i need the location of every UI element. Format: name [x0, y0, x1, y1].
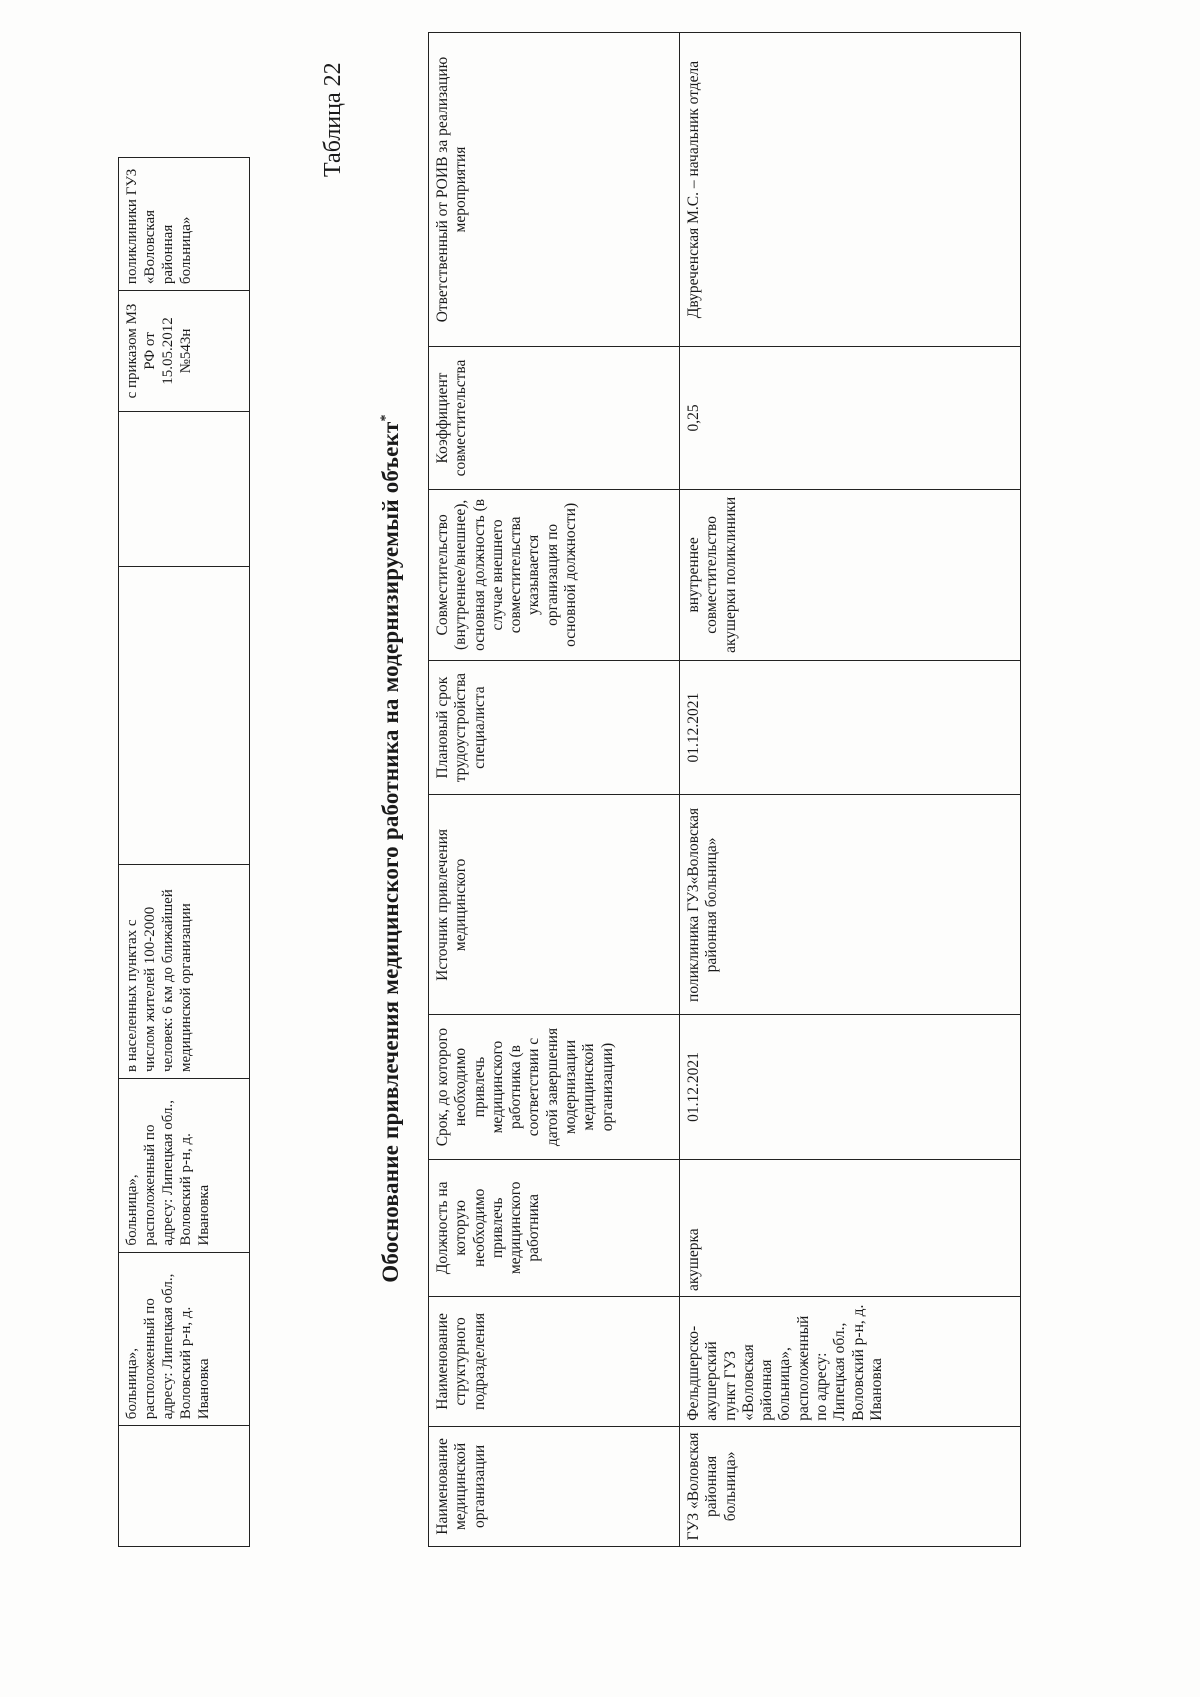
table-caption: Таблица 22: [320, 62, 346, 177]
table-cell: больница», расположенный по адресу: Липецкая обл., Воловский р-н, д. Ивановка: [119, 1252, 250, 1426]
continuation-table: [118, 157, 250, 1547]
table-cell: внутреннее совместительство акушерки поликлиники: [680, 489, 1021, 660]
column-header: Плановый срок трудоустройства специалиста: [429, 660, 680, 794]
main-table: [428, 32, 1021, 1547]
table-cell: [119, 567, 250, 864]
column-header: Ответственный от РОИВ за реализацию мероприятия: [429, 33, 680, 347]
column-header: Наименование структурного подразделения: [429, 1297, 680, 1427]
table-cell: Двуреченская М.С. – начальник отдела: [680, 33, 1021, 347]
table-header-row: [429, 33, 680, 1547]
table-cell: 01.12.2021: [680, 1015, 1021, 1159]
table-cell: поликлиники ГУЗ «Воловская районная больница»: [119, 158, 250, 291]
table-cell: с приказом МЗ РФ от 15.05.2012 №543н: [119, 291, 250, 412]
column-header: Коэффициент совместительства: [429, 347, 680, 490]
table-cell: больница», расположенный по адресу: Липецкая обл., Воловский р-н, д. Ивановка: [119, 1078, 250, 1252]
table-cell: 01.12.2021: [680, 660, 1021, 794]
column-header: Совместительство (внутреннее/внешнее), основная должность (в случае внешнего совместительства указывается организация по основной должности): [429, 489, 680, 660]
table-row: [680, 33, 1021, 1547]
table-cell: акушерка: [680, 1159, 1021, 1296]
table-cell: Фельдшерско-акушерский пункт ГУЗ «Воловская районная больница», расположенный по адресу: Липецкая обл., Воловский р-н, д. Ивановка: [680, 1297, 1021, 1427]
table-row: [119, 158, 250, 1547]
table-cell: ГУЗ «Воловская районная больница»: [680, 1426, 1021, 1546]
table-cell: поликлиника ГУЗ«Воловская районная больница»: [680, 795, 1021, 1015]
table-cell: в населенных пунктах с числом жителей 100-2000 человек: 6 км до ближайшей медицинской организации: [119, 864, 250, 1078]
column-header: Должность на которую необходимо привлечь медицинского работника: [429, 1159, 680, 1296]
footnote-mark: *: [378, 414, 394, 422]
column-header: Источник привлечения медицинского: [429, 795, 680, 1015]
table-cell: 0,25: [680, 347, 1021, 490]
column-header: Наименование медицинской организации: [429, 1426, 680, 1546]
page-title-text: Обоснование привлечения медицинского работника на модернизируемый объект: [378, 421, 403, 1283]
page-title: [378, 0, 404, 1697]
table-cell: [119, 1426, 250, 1547]
column-header: Срок, до которого необходимо привлечь медицинского работника (в соответствии с датой завершения модернизации медицинской организации): [429, 1015, 680, 1159]
table-cell: [119, 411, 250, 566]
